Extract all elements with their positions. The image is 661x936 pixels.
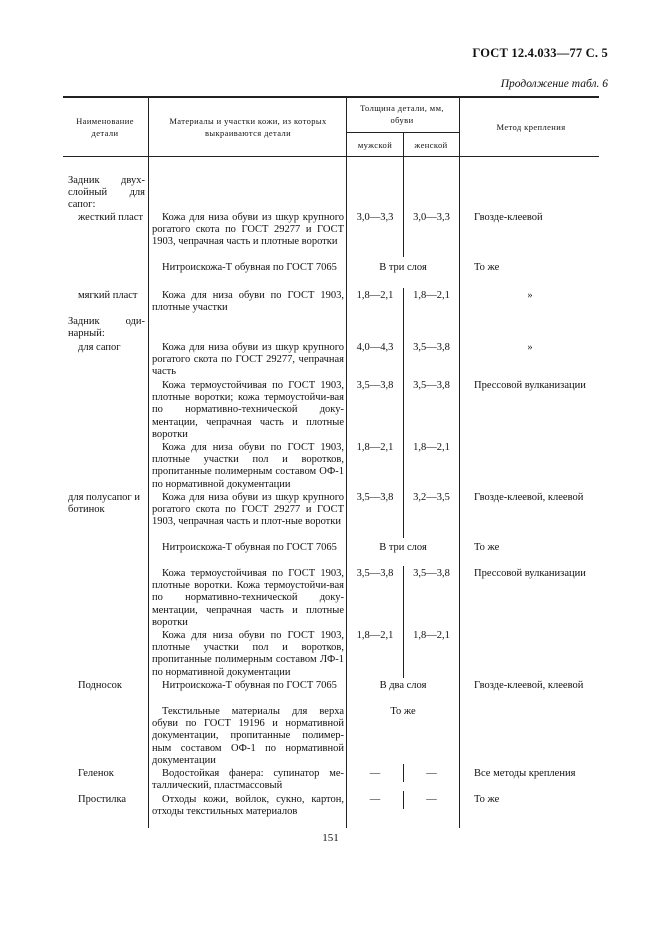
merged-thickness-cell: В два слоя [379,680,427,691]
material-cell: Кожа для низа обуви по ГОСТ 1903, плотные участки [152,290,344,314]
page-number: 151 [322,832,339,844]
merged-thickness-cell: То же [390,706,416,717]
men-thickness-cell: 3,5—3,8 [356,380,394,391]
col-divider-1 [148,96,149,828]
women-thickness-cell: 1,8—2,1 [413,290,450,301]
material-cell: Кожа для низа обуви из шкур крупного рогатого скота по ГОСТ 29277 и ГОСТ 1903, чепрачная часть и плотные воротки [152,212,344,248]
merged-thickness-cell: В три слоя [379,262,427,273]
men-thickness-cell: 1,8—2,1 [356,442,394,453]
material-cell: Кожа термоустойчивая по ГОСТ 1903, плотные воротки. Кожа термоустойчи-вая по нормативно-технической доку-ментации, чепрачная часть и плотные воротки [152,568,344,628]
material-cell: Нитроискожа-Т обувная по ГОСТ 7065 [162,680,337,691]
part-name-cell: Задник оди-нарный: [68,316,145,340]
header-thickness: Толщина детали, мм, обуви [360,103,444,125]
method-cell: Все методы крепления [474,768,576,779]
material-cell: Текстильные материалы для верха обуви по ГОСТ 19196 и нормативной документации, пропитанные полимер-ным составом ОФ-1 по нормативной документации [152,706,344,766]
method-cell: То же [474,794,500,805]
method-cell: То же [474,542,500,553]
header-method: Метод крепления [496,122,566,132]
method-cell: » [527,342,533,353]
method-cell: Гвозде-клеевой [474,212,543,223]
header-women: женской [414,140,448,150]
method-cell: » [527,290,533,301]
men-thickness-cell: 4,0—4,3 [356,342,394,353]
part-name-cell: для полусапог и ботинок [68,492,140,516]
material-cell: Кожа для низа обуви из шкур крупного рогатого скота по ГОСТ 29277, чепрачная часть [152,342,344,378]
material-cell: Кожа для низа обуви по ГОСТ 1903, плотные участки пол и воротков, пропитанные полимерным составом ЛФ-1 по нормативной документации [152,630,344,678]
part-name-cell: мягкий пласт [78,290,138,301]
method-cell: Прессовой вулканизации [474,568,586,579]
method-cell: То же [474,262,500,273]
women-thickness-cell: 3,5—3,8 [413,568,450,579]
women-thickness-cell: 3,5—3,8 [413,342,450,353]
men-thickness-cell: 3,5—3,8 [356,568,394,579]
men-thickness-cell: — [369,794,381,805]
material-cell: Кожа для низа обуви из шкур крупного рогатого скота по ГОСТ 29277 и ГОСТ 1903, чепрачная часть и плот-ные воротки [152,492,344,528]
women-thickness-cell: 1,8—2,1 [413,630,450,641]
method-cell: Прессовой вулканизации [474,380,586,391]
part-name-cell: Подносок [78,680,123,691]
material-cell: Кожа для низа обуви по ГОСТ 1903, плотные участки пол и воротков, пропитанные полимерным составом ОФ-1 по нормативной документации [152,442,344,490]
men-thickness-cell: 1,8—2,1 [356,290,394,301]
women-thickness-cell: — [426,794,437,805]
women-thickness-cell: 3,5—3,8 [413,380,450,391]
part-name-cell: для сапог [78,342,121,353]
table-continuation-note: Продолжение табл. 6 [500,78,608,90]
merged-thickness-cell: В три слоя [379,542,427,553]
part-name-cell: Задник двух-слойный для сапог: [68,175,145,211]
thickness-divider [403,157,404,257]
material-cell: Нитроискожа-Т обувная по ГОСТ 7065 [162,262,337,273]
thickness-divider [403,566,404,678]
part-name-cell: жесткий пласт [78,212,144,223]
header-materials: Материалы и участки кожи, из которых выкраиваются детали [169,116,327,138]
material-cell: Водостойкая фанера: супинатор ме-таллический, пластмассовый [152,768,344,792]
men-thickness-cell: — [369,768,381,779]
men-thickness-cell: 3,5—3,8 [356,492,394,503]
material-cell: Кожа термоустойчивая по ГОСТ 1903, плотные воротки; кожа термоустойчи-вая по нормативно-технической доку-ментации, чепрачная часть и плотные воротки [152,380,344,440]
women-thickness-cell: — [426,768,437,779]
men-thickness-cell: 3,0—3,3 [356,212,394,223]
header-men: мужской [357,140,393,150]
women-thickness-cell: 3,0—3,3 [413,212,450,223]
women-thickness-cell: 1,8—2,1 [413,442,450,453]
material-cell: Нитроискожа-Т обувная по ГОСТ 7065 [162,542,337,553]
part-name-cell: Геленок [78,768,114,779]
col-divider-3 [459,96,460,828]
table-header-bottom-rule [63,156,599,157]
method-cell: Гвозде-клеевой, клеевой [474,492,584,503]
method-cell: Гвозде-клеевой, клеевой [474,680,584,691]
header-part-name: Наименование детали [76,116,134,138]
part-name-cell: Простилка [78,794,127,805]
men-thickness-cell: 1,8—2,1 [356,630,394,641]
women-thickness-cell: 3,2—3,5 [413,492,450,503]
table-top-rule [63,96,599,98]
document-header: ГОСТ 12.4.033—77 С. 5 [472,46,608,60]
material-cell: Отходы кожи, войлок, сукно, картон, отходы текстильных материалов [152,794,344,818]
